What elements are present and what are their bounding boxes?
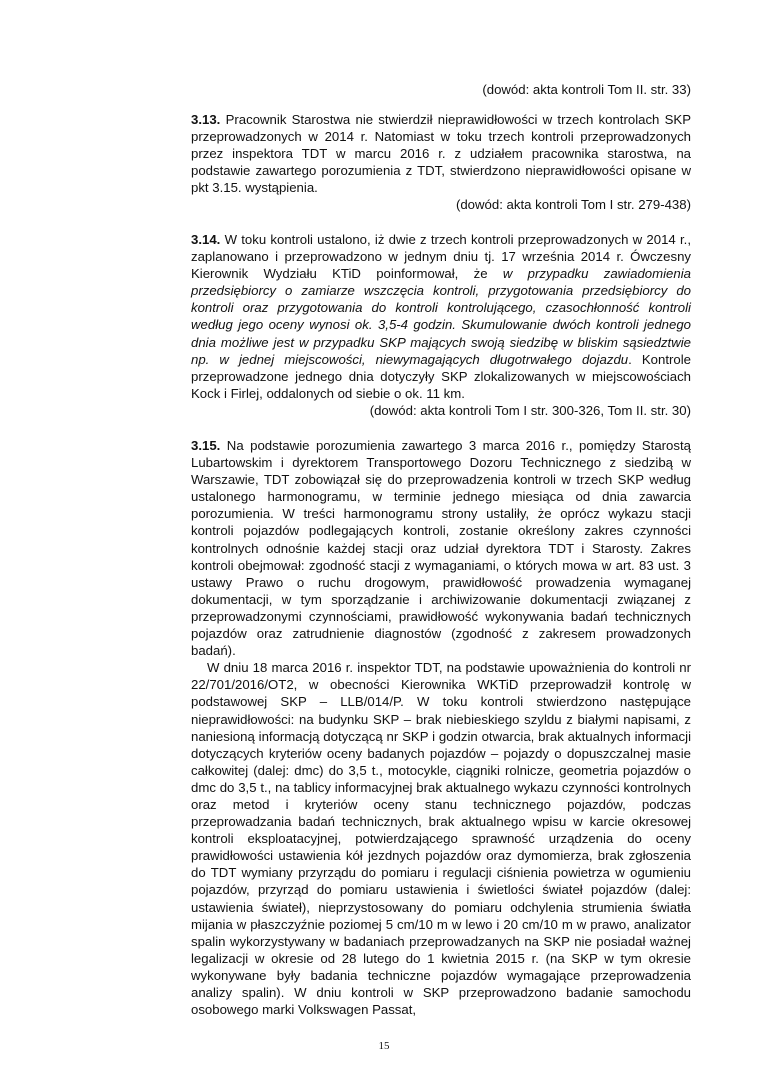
evidence-reference: (dowód: akta kontroli Tom II. str. 33) [482,82,691,97]
paragraph-3-15 [191,437,691,1018]
paragraph-text-continued: . Kontrole przeprowadzone jednego dnia dotyczyły SKP zlokalizowanych w miejscowościach Kock i Firlej, oddalonych od siebie o ok. 11 km. [191,351,691,401]
paragraph-3-14 [191,231,691,419]
paragraph-text-second: W dniu 18 marca 2016 r. inspektor TDT, na podstawie upoważnienia do kontroli nr 22/701/2016/OT2, w obecności Kierownika WKTiD przeprowadził kontrolę w podstawowej SKP – LLB/014/P. W toku kontroli stwierdzono następujące nieprawidłowości: na budynku SKP – brak niebieskiego szyldu z białymi napisami, z naniesioną informacją dotyczącą nr SKP i godzin otwarcia, brak aktualnych informacji dotyczących kryteriów oceny badanych pojazdów – pojazdy o dopuszczalnej masie całkowitej (dalej: dmc) do 3,5 t., motocykle, ciągniki rolnicze, geometria pojazdów o dmc do 3,5 t., na tablicy informacyjnej brak aktualnego wykazu czynności kontrolnych oraz metod i kryteriów oceny stanu technicznego pojazdów, podczas przeprowadzania badań technicznych, brak aktualnego wpisu w karcie okresowej kontroli eksploatacyjnej, potwierdzającego sprawność urządzenia do oceny prawidłowości ustawienia kół jezdnych pojazdów oraz dymomierza, brak zgłoszenia do TDT wymiany przyrządu do pomiaru i regulacji ciśnienia powietrza w ogumieniu pojazdów, przyrząd do pomiaru ustawienia i świetlości świateł pojazdów (dalej: ustawienia świateł), nieprzystosowany do pomiaru odchylenia strumienia światła mijania w płaszczyźnie poziomej 5 cm/10 m w lewo i 20 cm/10 m w prawo, analizator spalin wykorzystywany w badaniach przeprowadzanych na SKP nie posiadał ważnej legalizacji w okresie od 28 lutego do 1 kwietnia 2015 r. (na SKP w tym okresie wykonywane były badania techniczne pojazdów wymagające przeprowadzenia analizy spalin). W dniu kontroli w SKP przeprowadzono badanie samochodu osobowego marki Volkswagen Passat, [191,660,691,1018]
paragraph-text: W toku kontroli ustalono, iż dwie z trzech kontroli przeprowadzonych w 2014 r., zaplanowano i przeprowadzono w jednym dniu tj. 17 września 2014 r. Ówczesny Kierownik Wydziału KTiD poinformował, że [191,232,691,282]
paragraph-number: 3.15. [191,438,221,453]
evidence-reference: (dowód: akta kontroli Tom I str. 279-438) [455,197,691,213]
paragraph-text: Pracownik Starostwa nie stwierdził nieprawidłowości w trzech kontrolach SKP przeprowadzonych w 2014 r. Natomiast w toku trzech kontroli przeprowadzonych przez inspektora TDT w marcu 2016 r. z udziałem pracownika starostwa, na podstawie zawartego porozumienia z TDT, stwierdzono nieprawidłowości opisane w pkt 3.15. wystąpienia. [191,112,691,196]
paragraph-3-13 [191,111,691,214]
evidence-reference: (dowód: akta kontroli Tom I str. 300-326, Tom II. str. 30) [369,402,691,418]
top-evidence-reference [191,81,691,98]
paragraph-number: 3.13. [191,112,221,127]
paragraph-number: 3.14. [191,232,221,247]
page-number: 15 [378,1040,390,1052]
paragraph-text: Na podstawie porozumienia zawartego 3 marca 2016 r., pomiędzy Starostą Lubartowskim i dyrektorem Transportowego Dozoru Technicznego z siedzibą w Warszawie, TDT zobowiązał się do przeprowadzenia kontroli w trzech SKP według ustalonego harmonogramu, w terminie jednego miesiąca od dnia zawarcia porozumienia. W treści harmonogramu strony ustaliły, że oprócz wykazu stacji kontroli pojazdów podlegających kontroli, zostanie określony zakres czynności kontrolnych odnośnie każdej stacji oraz udział dyrektora TDT i Starosty. Zakres kontroli obejmował: zgodność stacji z wymaganiami, o których mowa w art. 83 ust. 3 ustawy Prawo o ruchu drogowym, prawidłowość prowadzenia wymaganej dokumentacji, w tym sporządzanie i archiwizowanie dokumentacji związanej z przeprowadzonymi czynnościami, prawidłowość wykonywania badań technicznych pojazdów oraz zatrudnienie diagnostów (zgodność z zakresem prowadzonych badań). [191,438,691,659]
quoted-statement: w przypadku zawiadomienia przedsiębiorcy o zamiarze wszczęcia kontroli, przygotowania przedsiębiorcy do kontroli oraz przygotowania do kontroli kontrolującego, czasochłonność kontroli według jego oceny wynosi ok. 3,5-4 godzin. Skumulowanie dwóch kontroli jednego dnia możliwe jest w przypadku SKP mających swoją siedzibę w bliskim sąsiedztwie np. w jednej miejscowości, niewymagających długotrwałego dojazdu [191,266,691,367]
